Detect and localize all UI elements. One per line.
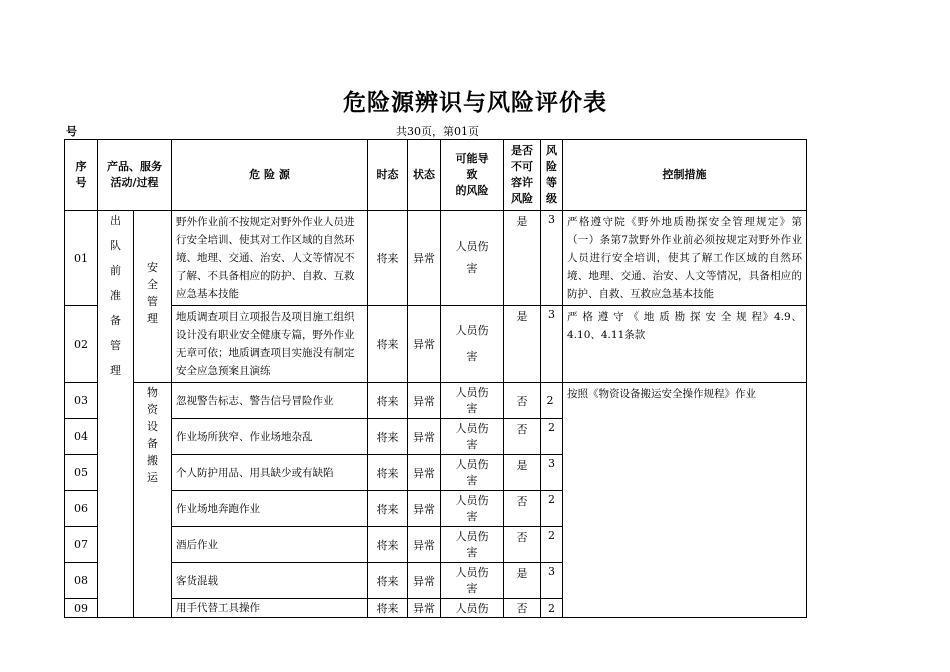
hazard-table [64,139,807,618]
row-intolerable: 否 [504,419,541,455]
page-counter: 共30页，第01页 [396,125,479,138]
row-hazard: 客货混载 [172,563,368,599]
group-char: 准 [110,289,121,302]
row-risk: 人员伤 害 [441,419,504,455]
group-char: 出 [110,214,121,227]
row-tense: 将来 [368,306,408,383]
row-risk: 人员伤 害 [441,211,504,306]
row-state: 异常 [408,306,441,383]
group-char: 搬 [147,454,158,467]
group-char: 理 [110,364,121,377]
col-header-level: 风 险 等 级 [541,140,563,211]
row-level: 3 [541,306,563,383]
row-no: 03 [65,383,98,419]
row-no: 01 [65,211,98,306]
row-level: 3 [541,455,563,491]
row-level: 2 [541,419,563,455]
row-hazard: 用手代替工具操作 [172,599,368,618]
row-control: 按照《物资设备搬运安全操作规程》作业 [563,383,807,618]
row-state: 异常 [408,455,441,491]
col-header-intolerable: 是否 不可 容许 风险 [504,140,541,211]
col-header-activity: 产品、服务 活动/过程 [98,140,172,211]
row-level: 2 [541,527,563,563]
row-hazard: 个人防护用品、用具缺少或有缺陷 [172,455,368,491]
group-char: 资 [147,403,158,416]
group-main-cell [98,211,134,618]
page-title: 危险源辨识与风险评价表 [343,90,607,116]
row-control: 严 格 遵 守 《 地 质 勘 探 安 全 规 程》4.9、4.10、4.11条款 [563,306,807,383]
group-char: 队 [110,239,121,252]
row-level: 2 [541,491,563,527]
row-tense: 将来 [368,383,408,419]
row-tense: 将来 [368,455,408,491]
table-row [65,383,807,419]
group-char: 安 [147,261,158,274]
row-no: 06 [65,491,98,527]
col-header-no: 序 号 [65,140,98,211]
col-header-control: 控制措施 [563,140,807,211]
group-char: 设 [147,420,158,433]
group-char: 备 [110,314,121,327]
row-intolerable: 否 [504,527,541,563]
row-state: 异常 [408,383,441,419]
row-no: 08 [65,563,98,599]
row-intolerable: 是 [504,211,541,306]
group-char: 理 [147,312,158,325]
group-char: 管 [147,295,158,308]
group-char: 管 [110,339,121,352]
row-level: 3 [541,563,563,599]
row-state: 异常 [408,419,441,455]
row-tense: 将来 [368,211,408,306]
group-char: 全 [147,278,158,291]
row-state: 异常 [408,491,441,527]
group-char: 物 [147,386,158,399]
row-risk: 人员伤 害 [441,383,504,419]
row-intolerable: 否 [504,599,541,618]
row-state: 异常 [408,527,441,563]
row-no: 05 [65,455,98,491]
row-hazard: 作业场地奔跑作业 [172,491,368,527]
table-row [65,306,807,383]
group-sub1-cell [134,211,172,383]
row-risk: 人员伤 [441,599,504,618]
row-no: 07 [65,527,98,563]
col-header-state: 状态 [408,140,441,211]
row-risk: 人员伤 害 [441,455,504,491]
group-char: 运 [147,471,158,484]
row-hazard: 作业场所狭窄、作业场地杂乱 [172,419,368,455]
header-row [65,140,807,211]
row-tense: 将来 [368,563,408,599]
row-tense: 将来 [368,599,408,618]
row-risk: 人员伤 害 [441,491,504,527]
row-risk: 人员伤 害 [441,306,504,383]
group-sub2-cell [134,383,172,618]
col-header-risk: 可能导 致 的风险 [441,140,504,211]
col-header-hazard: 危 险 源 [172,140,368,211]
row-hazard: 地质调查项目立项报告及项目施工组织设计没有职业安全健康专篇，野外作业无章可依；地质调查项目实施没有制定安全应急预案且演练 [172,306,368,383]
group-char: 前 [110,264,121,277]
row-intolerable: 是 [504,455,541,491]
row-no: 02 [65,306,98,383]
row-tense: 将来 [368,527,408,563]
row-intolerable: 否 [504,491,541,527]
row-intolerable: 是 [504,563,541,599]
row-level: 2 [541,599,563,618]
row-hazard: 忽视警告标志、警告信号冒险作业 [172,383,368,419]
table-row [65,211,807,306]
row-risk: 人员伤 害 [441,527,504,563]
row-intolerable: 是 [504,306,541,383]
row-level: 3 [541,211,563,306]
row-state: 异常 [408,599,441,618]
group-char: 备 [147,437,158,450]
row-state: 异常 [408,563,441,599]
row-control: 严格遵守院《野外地质勘探安全管理规定》第（一）条第7款野外作业前必须按规定对野外作业人员进行安全培训，使其了解工作区域的自然环境、地理、交通、治安、人文等情况，具备相应的防护、自救、互救应急基本技能 [563,211,807,306]
row-tense: 将来 [368,419,408,455]
row-no: 09 [65,599,98,618]
row-no: 04 [65,419,98,455]
row-state: 异常 [408,211,441,306]
row-risk: 人员伤 害 [441,563,504,599]
row-tense: 将来 [368,491,408,527]
row-intolerable: 否 [504,383,541,419]
row-hazard: 酒后作业 [172,527,368,563]
row-hazard: 野外作业前不按规定对野外作业人员进行安全培训、使其对工作区域的自然环境、地理、交通、治安、人文等情况不了解、不具备相应的防护、自救、互救应急基本技能 [172,211,368,306]
doc-number-label: 号 [66,125,77,138]
row-level: 2 [541,383,563,419]
col-header-tense: 时态 [368,140,408,211]
